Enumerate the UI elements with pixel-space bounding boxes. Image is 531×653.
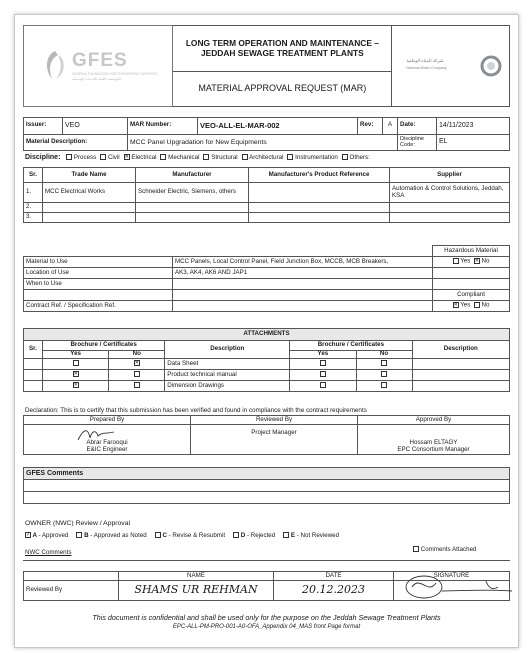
- row-reference: [249, 183, 390, 203]
- att-brochure-label: Brochure / Certificates: [43, 341, 165, 351]
- owner-options: [25, 532, 347, 539]
- nwc-logo-en: National Water Company: [406, 66, 447, 70]
- att3-r-no-checkbox[interactable]: [381, 382, 387, 388]
- approved-role: EPC Consortium Manager: [397, 446, 470, 454]
- header-table: [23, 25, 510, 107]
- att-no-label: No: [109, 351, 165, 359]
- discipline-row: [25, 154, 370, 161]
- nwc-comments-label: NWC Comments: [25, 549, 72, 556]
- hazard-options: [433, 257, 510, 268]
- hazard-yes-checkbox[interactable]: [453, 258, 459, 264]
- owner-option-code: C: [160, 532, 169, 539]
- hazard-no-checkbox[interactable]: ✕: [474, 258, 479, 265]
- owner-option-label: - Approved: [38, 532, 69, 539]
- date-label-sign: DATE: [274, 572, 394, 581]
- row-supplier: Automation & Control Solutions, Jeddah, KSA: [390, 183, 510, 203]
- att2-desc: Product technical manual: [165, 370, 290, 381]
- att-yes-label: Yes: [43, 351, 109, 359]
- owner-review-title: OWNER (NWC) Review / Approval: [25, 520, 130, 527]
- gfes-logo-text: GFES: [72, 50, 128, 71]
- owner-option[interactable]: [76, 532, 146, 539]
- reviewer-name: SHAMS UR REHMAN: [119, 581, 274, 601]
- comments-attached-checkbox[interactable]: [413, 546, 419, 552]
- discipline-checkbox[interactable]: [160, 154, 166, 160]
- att2-yes-checkbox[interactable]: ✕: [73, 371, 78, 378]
- gfes-comments-line[interactable]: [24, 480, 510, 492]
- table-row: [24, 381, 510, 392]
- discipline-option-label: Instrumentation: [293, 154, 338, 161]
- discipline-option[interactable]: [100, 154, 119, 161]
- prepared-role: E&IC Engineer: [86, 445, 128, 453]
- col-supplier: Supplier: [390, 168, 510, 183]
- row-sr: 2.: [24, 203, 43, 213]
- discipline-option[interactable]: [342, 154, 370, 161]
- discipline-checkbox[interactable]: ✕: [124, 154, 129, 161]
- table-row: [24, 213, 510, 223]
- reviewed-role: Project Manager: [191, 425, 358, 455]
- att3-yes-checkbox[interactable]: ✕: [73, 382, 78, 389]
- discipline-option[interactable]: [124, 154, 157, 161]
- signature-label: SIGNATURE: [394, 572, 510, 581]
- owner-option-label: - Revise & Resubmit: [168, 532, 226, 539]
- hazard-yes-label: Yes: [460, 257, 471, 265]
- owner-option[interactable]: [25, 532, 68, 539]
- compliant-yes-checkbox[interactable]: ✕: [453, 302, 458, 309]
- discipline-option-label: Process: [72, 154, 97, 161]
- contract-value: [173, 301, 433, 312]
- prepared-label: Prepared By: [24, 416, 191, 425]
- owner-option[interactable]: [283, 532, 339, 539]
- owner-option-code: B: [82, 532, 91, 539]
- material-use-table: [23, 245, 510, 312]
- owner-option[interactable]: [155, 532, 225, 539]
- disc-code-label: Discipline Code:: [398, 134, 437, 151]
- gfes-comments-line[interactable]: [24, 492, 510, 504]
- reviewer-date: 20.12.2023: [274, 581, 394, 601]
- comments-attached-label: Comments Attached: [420, 546, 477, 553]
- discipline-label: Discipline:: [25, 154, 61, 161]
- mar-label: MAR Number:: [128, 118, 198, 135]
- doc-title: MATERIAL APPROVAL REQUEST (MAR): [173, 72, 392, 107]
- gfes-logo-sub-ar: المؤسسة العامة للخدمات الهندسية: [72, 77, 121, 81]
- location-value: AK3, AK4, AK6 AND JAP1: [173, 268, 433, 279]
- col-manufacturer: Manufacturer: [136, 168, 249, 183]
- col-trade: Trade Name: [43, 168, 136, 183]
- review-sign-table: [23, 571, 510, 601]
- att-brochure-label-2: Brochure / Certificates: [290, 341, 412, 351]
- prepared-signature: [76, 426, 116, 444]
- owner-option[interactable]: [233, 532, 275, 539]
- att-sr-label: Sr.: [24, 341, 43, 359]
- compliant-no-checkbox[interactable]: [474, 302, 480, 308]
- discipline-option-label: Electrical: [129, 154, 157, 161]
- discipline-option[interactable]: [203, 154, 237, 161]
- reviewed-by-label: Reviewed By: [24, 581, 119, 601]
- col-reference: Manufacturer's Product Reference: [249, 168, 390, 183]
- discipline-checkbox[interactable]: [342, 154, 348, 160]
- issuer-table: [23, 117, 510, 151]
- row-sr: 1.: [24, 183, 43, 203]
- table-row: [24, 370, 510, 381]
- att2-r-yes-checkbox[interactable]: [320, 371, 326, 377]
- att-no-label-2: No: [356, 351, 412, 359]
- att1-desc: Data Sheet: [165, 359, 290, 370]
- att1-yes-checkbox[interactable]: [73, 360, 79, 366]
- att1-r-yes-checkbox[interactable]: [320, 360, 326, 366]
- hazard-no-label: No: [481, 257, 490, 265]
- att2-no-checkbox[interactable]: [134, 371, 140, 377]
- att1-no-checkbox[interactable]: ✕: [134, 360, 139, 367]
- nwc-logo-ar: شركة المياه الوطنية: [406, 58, 444, 63]
- compliant-yes-label: Yes: [460, 301, 471, 309]
- desc-label: Material Description:: [24, 134, 128, 151]
- att-desc-label: Description: [165, 341, 290, 359]
- att3-r-yes-checkbox[interactable]: [320, 382, 326, 388]
- discipline-checkbox[interactable]: [203, 154, 209, 160]
- compliant-label: Compliant: [433, 290, 510, 301]
- owner-option-checkbox[interactable]: ✓: [26, 532, 31, 539]
- issuer-value: VEO: [63, 118, 128, 135]
- comments-attached: [413, 546, 476, 553]
- rev-label: Rev:: [358, 118, 383, 135]
- owner-option-checkbox[interactable]: [283, 532, 289, 538]
- owner-option-checkbox[interactable]: [76, 532, 82, 538]
- hazard-label: Hazardous Material: [433, 246, 510, 257]
- compliant-options: [433, 301, 510, 312]
- table-row: [24, 359, 510, 370]
- date-value: 14/11/2023: [437, 118, 510, 135]
- col-sr: Sr.: [24, 168, 43, 183]
- row-sr: 3.: [24, 213, 43, 223]
- nwc-logo-cell: [392, 26, 510, 107]
- attachments-table: [23, 328, 510, 392]
- reviewer-signature: [402, 569, 522, 599]
- owner-option-code: E: [289, 532, 297, 539]
- gfes-logo-cell: [24, 26, 173, 107]
- owner-option-code: D: [239, 532, 247, 539]
- footer-line2: EPC-ALL-PM-PRO-001-A0-OFA_Appendix 04_MAS front Page format: [172, 624, 361, 630]
- owner-option-checkbox[interactable]: [155, 532, 161, 538]
- discipline-checkbox[interactable]: [66, 154, 72, 160]
- date-label: Date:: [398, 118, 437, 135]
- nwc-logo-icon: [480, 55, 502, 77]
- table-row: [24, 203, 510, 213]
- att3-desc: Dimension Drawings: [165, 381, 290, 392]
- gfes-logo-sub-en: GENERAL FOUNDATION FOR ENGINEERING SERVICES: [72, 72, 157, 76]
- signatories-table: [23, 415, 510, 455]
- owner-option-label: - Rejected: [246, 532, 276, 539]
- declaration-text: Declaration: This is to certify that this submission has been verified and found in compliance with the contract requirements: [25, 407, 367, 414]
- discipline-checkbox[interactable]: [242, 154, 248, 160]
- project-title: LONG TERM OPERATION AND MAINTENANCE – JEDDAH SEWAGE TREATMENT PLANTS: [173, 26, 392, 72]
- trade-table: [23, 167, 510, 223]
- owner-option-label: - Not Reviewed: [296, 532, 340, 539]
- document-page: [14, 14, 519, 648]
- discipline-option[interactable]: [287, 154, 337, 161]
- attachments-title: ATTACHMENTS: [24, 329, 510, 341]
- footer-line1: This document is confidential and shall be used only for the purpose on the Jeddah Sewage Treatment Plants: [92, 613, 441, 622]
- table-row: [24, 183, 510, 203]
- discipline-option-label: Architectural: [247, 154, 284, 161]
- issuer-label: Issuer:: [24, 118, 63, 135]
- att3-no-checkbox[interactable]: [134, 382, 140, 388]
- contract-label: Contract Ref. / Specification Ref.: [24, 301, 173, 312]
- owner-option-code: A: [31, 532, 39, 539]
- gfes-logo-icon: [40, 49, 70, 81]
- discipline-checkbox[interactable]: [287, 154, 293, 160]
- discipline-option[interactable]: [242, 154, 284, 161]
- discipline-checkbox[interactable]: [100, 154, 106, 160]
- gfes-comments-table: [23, 467, 510, 504]
- discipline-option-label: Civil: [106, 154, 120, 161]
- att1-r-no-checkbox[interactable]: [381, 360, 387, 366]
- discipline-option-label: Mechanical: [166, 154, 200, 161]
- owner-option-checkbox[interactable]: [233, 532, 239, 538]
- row-trade: MCC Electrical Works: [43, 183, 136, 203]
- compliant-no-label: No: [481, 301, 490, 309]
- when-label: When to Use: [24, 279, 173, 290]
- discipline-option[interactable]: [160, 154, 199, 161]
- mar-number: VEO-ALL-EL-MAR-002: [198, 118, 358, 135]
- reviewed-label: Reviewed By: [191, 416, 358, 425]
- material-label: Material to Use: [24, 257, 173, 268]
- row-manufacturer: Schneider Electric, Siemens, others: [136, 183, 249, 203]
- location-label: Location of Use: [24, 268, 173, 279]
- disc-code-value: EL: [437, 134, 510, 151]
- when-value: [173, 279, 433, 290]
- approved-label: Approved By: [358, 416, 510, 425]
- owner-option-label: - Approved as Noted: [90, 532, 147, 539]
- rev-value: A: [383, 118, 398, 135]
- material-value: MCC Panels, Local Control Panel, Field Junction Box, MCCB, MCB Breakers,: [173, 257, 433, 268]
- discipline-option[interactable]: [66, 154, 96, 161]
- gfes-comments-title: GFES Comments: [24, 468, 510, 480]
- att2-r-no-checkbox[interactable]: [381, 371, 387, 377]
- discipline-option-label: Structural: [209, 154, 238, 161]
- att-yes-label-2: Yes: [290, 351, 356, 359]
- approved-name: Hossam ELTAGY: [409, 439, 458, 447]
- att-desc-label-2: Description: [412, 341, 509, 359]
- desc-value: MCC Panel Upgradation for New Equipments: [128, 134, 398, 151]
- prepared-name: Abrar Farooqui: [86, 438, 128, 446]
- discipline-option-label: Others:: [347, 154, 370, 161]
- name-label: NAME: [119, 572, 274, 581]
